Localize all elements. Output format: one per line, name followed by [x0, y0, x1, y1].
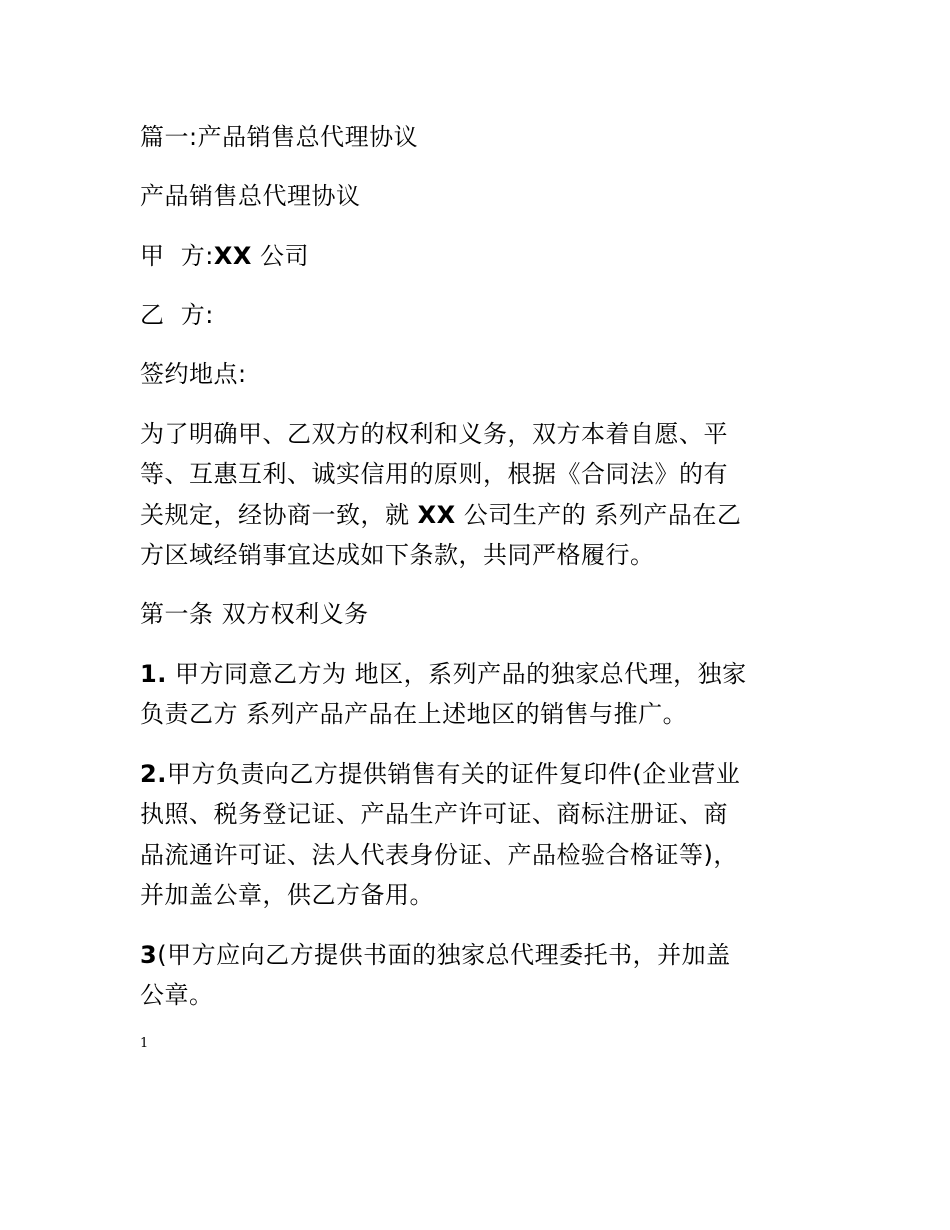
intro-line-3-part-a: 关规定，经协商一致，就 — [140, 501, 418, 529]
item-1-number: 1. — [140, 660, 167, 688]
item-2-line-2: 执照、税务登记证、产品生产许可证、商标注册证、商 — [140, 800, 728, 828]
document-title: 产品销售总代理协议 — [140, 182, 361, 210]
intro-line-3-part-c: 公司生产的 系列产品在乙 — [455, 501, 742, 529]
intro-company-name: XX — [417, 501, 456, 529]
intro-line-1: 为了明确甲、乙双方的权利和义务，双方本着自愿、平 — [140, 420, 728, 448]
item-2-line-4: 并加盖公章，供乙方备用。 — [140, 881, 434, 909]
page-number: 1 — [140, 1036, 149, 1051]
item-1-line-2: 负责乙方 系列产品产品在上述地区的销售与推广。 — [140, 700, 688, 728]
item-2-number: 2. — [140, 760, 167, 788]
item-2-line-3: 品流通许可证、法人代表身份证、产品检验合格证等)， — [140, 841, 738, 869]
item-1-line-1 — [140, 659, 747, 689]
intro-line-3 — [140, 500, 741, 530]
party-a-label: 甲 方: — [140, 242, 214, 270]
signing-place-label: 签约地点: — [140, 360, 247, 388]
party-b-line — [140, 300, 214, 330]
item-3-number: 3 — [140, 941, 158, 969]
item-1-text-1: 甲方同意乙方为 地区，系列产品的独家总代理，独家 — [166, 660, 747, 688]
item-3-text-1: (甲方应向乙方提供书面的独家总代理委托书，并加盖 — [157, 941, 731, 969]
party-b-label: 乙 方: — [140, 301, 214, 329]
intro-line-2: 等、互惠互利、诚实信用的原则，根据《合同法》的有 — [140, 460, 728, 488]
signing-place-line — [140, 359, 247, 389]
item-2-line-1 — [140, 759, 740, 789]
intro-line-4: 方区域经销事宜达成如下条款，共同严格履行。 — [140, 541, 655, 569]
item-3-line-1 — [140, 940, 731, 970]
party-a-line — [140, 241, 309, 271]
section-heading: 篇一:产品销售总代理协议 — [140, 123, 419, 151]
item-3-line-2: 公章。 — [140, 981, 214, 1009]
party-a-suffix-text: 公司 — [260, 242, 309, 270]
article-1-heading: 第一条 双方权利义务 — [140, 600, 369, 628]
item-2-text-1: 甲方负责向乙方提供销售有关的证件复印件(企业营业 — [166, 760, 741, 788]
party-a-name: XX — [213, 242, 252, 270]
party-a-suffix — [252, 242, 260, 270]
